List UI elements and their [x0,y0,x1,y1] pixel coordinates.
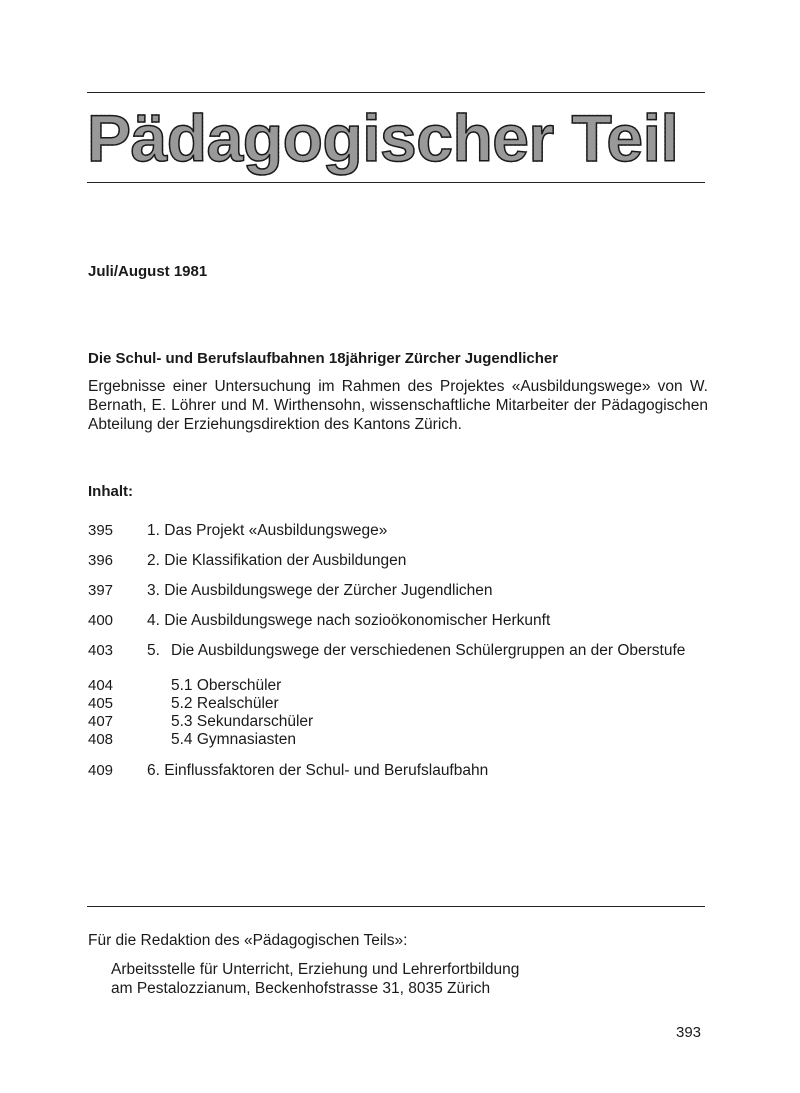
toc-page-number: 395 [88,522,114,539]
toc-entry [147,522,387,539]
toc-entry-title: Gymnasiasten [196,731,296,748]
page-title: Pädagogischer Teil [87,98,678,178]
toc-entry-title: Die Ausbildungswege der Zürcher Jugendlichen [164,582,493,599]
toc-page-number: 400 [88,612,114,629]
toc-entry-number: 5.2 [171,695,193,712]
toc-entry-number: 2. [147,552,160,569]
toc-entry-title: Oberschüler [196,677,282,694]
toc-page-number: 408 [88,731,114,748]
toc-entry-number: 1. [147,522,160,539]
toc-entry-number: 6. [147,762,160,779]
toc-entry [147,582,493,599]
toc-entry-title: Realschüler [196,695,279,712]
toc-entry [147,612,550,629]
toc-entry-title: Die Ausbildungswege der verschiedenen Schülergruppen an der Oberstufe [171,642,686,659]
editorial-address [111,960,519,998]
toc-entry-number: 5.3 [171,713,193,730]
toc-entry-number: 4. [147,612,160,629]
toc-entry [147,552,406,569]
title-underline-rule [87,182,705,183]
toc-page-number: 396 [88,552,114,569]
top-rule [87,92,705,93]
toc-entry-title: Die Ausbildungswege nach sozioökonomischer Herkunft [164,612,551,629]
toc-entry-number: 3. [147,582,160,599]
toc-page-number: 404 [88,677,114,694]
toc-subentry [171,713,313,731]
toc-page-number: 405 [88,695,114,712]
toc-subentry [171,731,296,749]
toc-subentry [171,677,281,695]
toc-page-number: 407 [88,713,114,730]
issue-date: Juli/August 1981 [88,263,208,280]
toc-entry-number: 5. [147,642,160,659]
article-description: Ergebnisse einer Untersuchung im Rahmen des Projektes «Ausbildungswege» von W. Bernath, E. Löhrer und M. Wirthensohn, wissenschaftliche Mitarbeiter der Pädagogischen Abteilung der Erziehungsdirektion des Kantons Zürich. [88,378,708,433]
toc-entry [147,762,488,779]
toc-entry-title: Einflussfaktoren der Schul- und Berufslaufbahn [164,762,489,779]
page-number: 393 [676,1024,702,1041]
toc-entry-title: Das Projekt «Ausbildungswege» [164,522,388,539]
toc-page-number: 397 [88,582,114,599]
editorial-address-line: Arbeitsstelle für Unterricht, Erziehung und Lehrerfortbildung [111,961,520,978]
contents-heading: Inhalt: [88,483,133,500]
editorial-heading: Für die Redaktion des «Pädagogischen Teils»: [88,932,408,949]
editorial-divider [87,906,705,907]
toc-entry-number: 5.4 [171,731,193,748]
editorial-address-line: am Pestalozzianum, Beckenhofstrasse 31, 8035 Zürich [111,980,491,997]
article-title: Die Schul- und Berufslaufbahnen 18jähriger Zürcher Jugendlicher [88,350,559,367]
toc-subentry [171,695,279,713]
toc-page-number: 409 [88,762,114,779]
toc-page-number: 403 [88,642,114,659]
toc-entry-title: Sekundarschüler [196,713,314,730]
toc-entry-title: Die Klassifikation der Ausbildungen [164,552,407,569]
toc-entry-number: 5.1 [171,677,193,694]
